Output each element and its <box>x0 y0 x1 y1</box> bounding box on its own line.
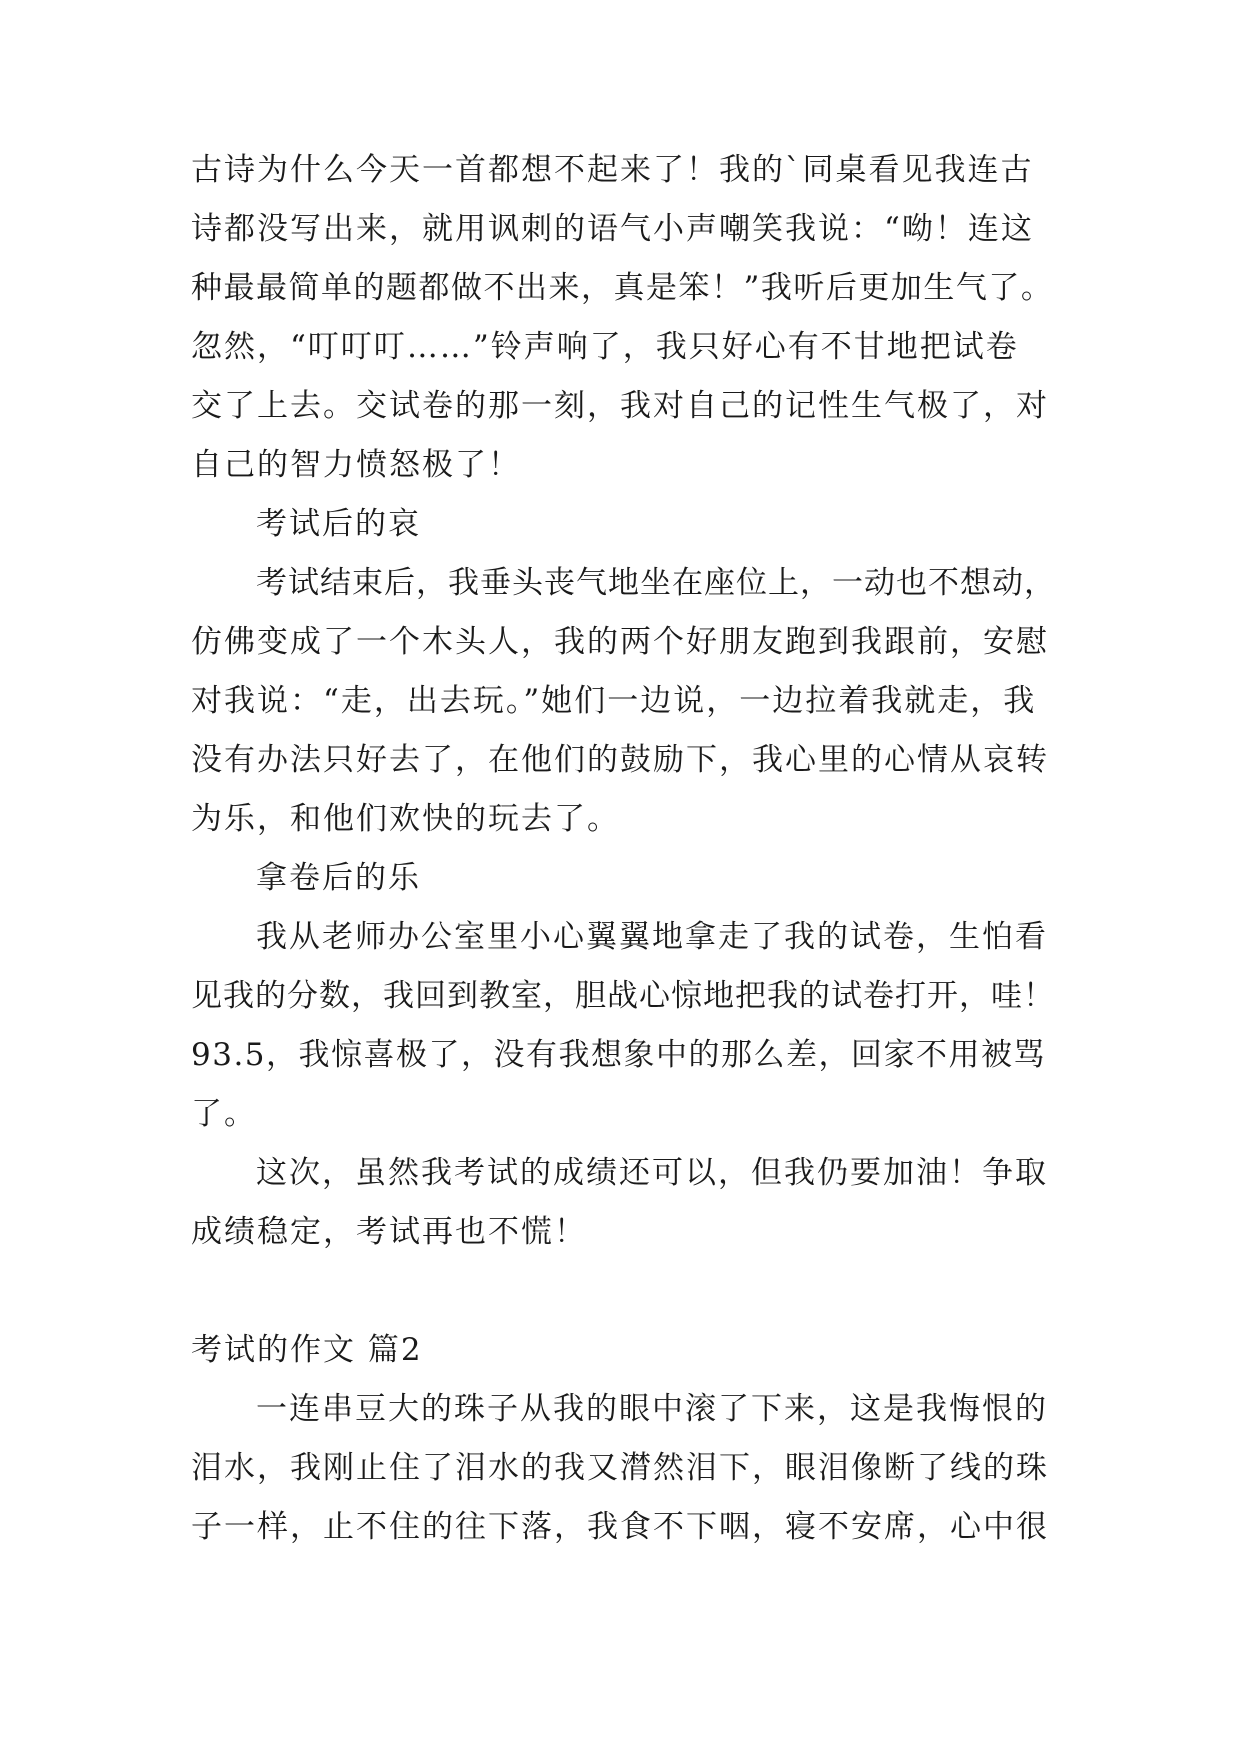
text-line: 见我的分数，我回到教室，胆战心惊地把我的试卷打开，哇！ <box>191 978 1055 1014</box>
article-title: 考试的作文 篇2 <box>191 1332 423 1368</box>
text-line: 古诗为什么今天一首都想不起来了！我的`同桌看见我连古 <box>191 152 1034 188</box>
text-line: 93.5，我惊喜极了，没有我想象中的那么差，回家不用被骂 <box>191 1037 1047 1073</box>
text-line: 仿佛变成了一个木头人，我的两个好朋友跑到我跟前，安慰 <box>191 624 1049 660</box>
text-line: 我从老师办公室里小心翼翼地拿走了我的试卷，生怕看 <box>256 919 1048 955</box>
text-line: 自己的智力愤怒极了！ <box>191 447 521 483</box>
section-heading: 拿卷后的乐 <box>256 860 421 896</box>
text-line: 为乐，和他们欢快的玩去了。 <box>191 801 620 837</box>
text-line: 子一样，止不住的往下落，我食不下咽，寝不安席，心中很 <box>191 1509 1049 1545</box>
text-line: 诗都没写出来，就用讽刺的语气小声嘲笑我说：“呦！连这 <box>191 211 1034 247</box>
text-line: 对我说：“走，出去玩。”她们一边说，一边拉着我就走，我 <box>191 683 1037 719</box>
text-line: 考试结束后，我垂头丧气地坐在座位上，一动也不想动， <box>256 565 1056 601</box>
text-line: 交了上去。交试卷的那一刻，我对自己的记性生气极了，对 <box>191 388 1049 424</box>
text-line: 泪水，我刚止住了泪水的我又潸然泪下，眼泪像断了线的珠 <box>191 1450 1049 1486</box>
text-line: 一连串豆大的珠子从我的眼中滚了下来，这是我悔恨的 <box>256 1391 1048 1427</box>
text-line: 没有办法只好去了，在他们的鼓励下，我心里的心情从哀转 <box>191 742 1049 778</box>
section-heading: 考试后的哀 <box>256 506 421 542</box>
text-line: 种最最简单的题都做不出来，真是笨！”我听后更加生气了。 <box>191 270 1054 306</box>
text-line: 成绩稳定，考试再也不慌！ <box>191 1214 587 1250</box>
text-line: 了。 <box>191 1096 257 1132</box>
text-line: 忽然，“叮叮叮……”铃声响了，我只好心有不甘地把试卷 <box>191 329 1019 365</box>
text-line: 这次，虽然我考试的成绩还可以，但我仍要加油！争取 <box>256 1155 1048 1191</box>
